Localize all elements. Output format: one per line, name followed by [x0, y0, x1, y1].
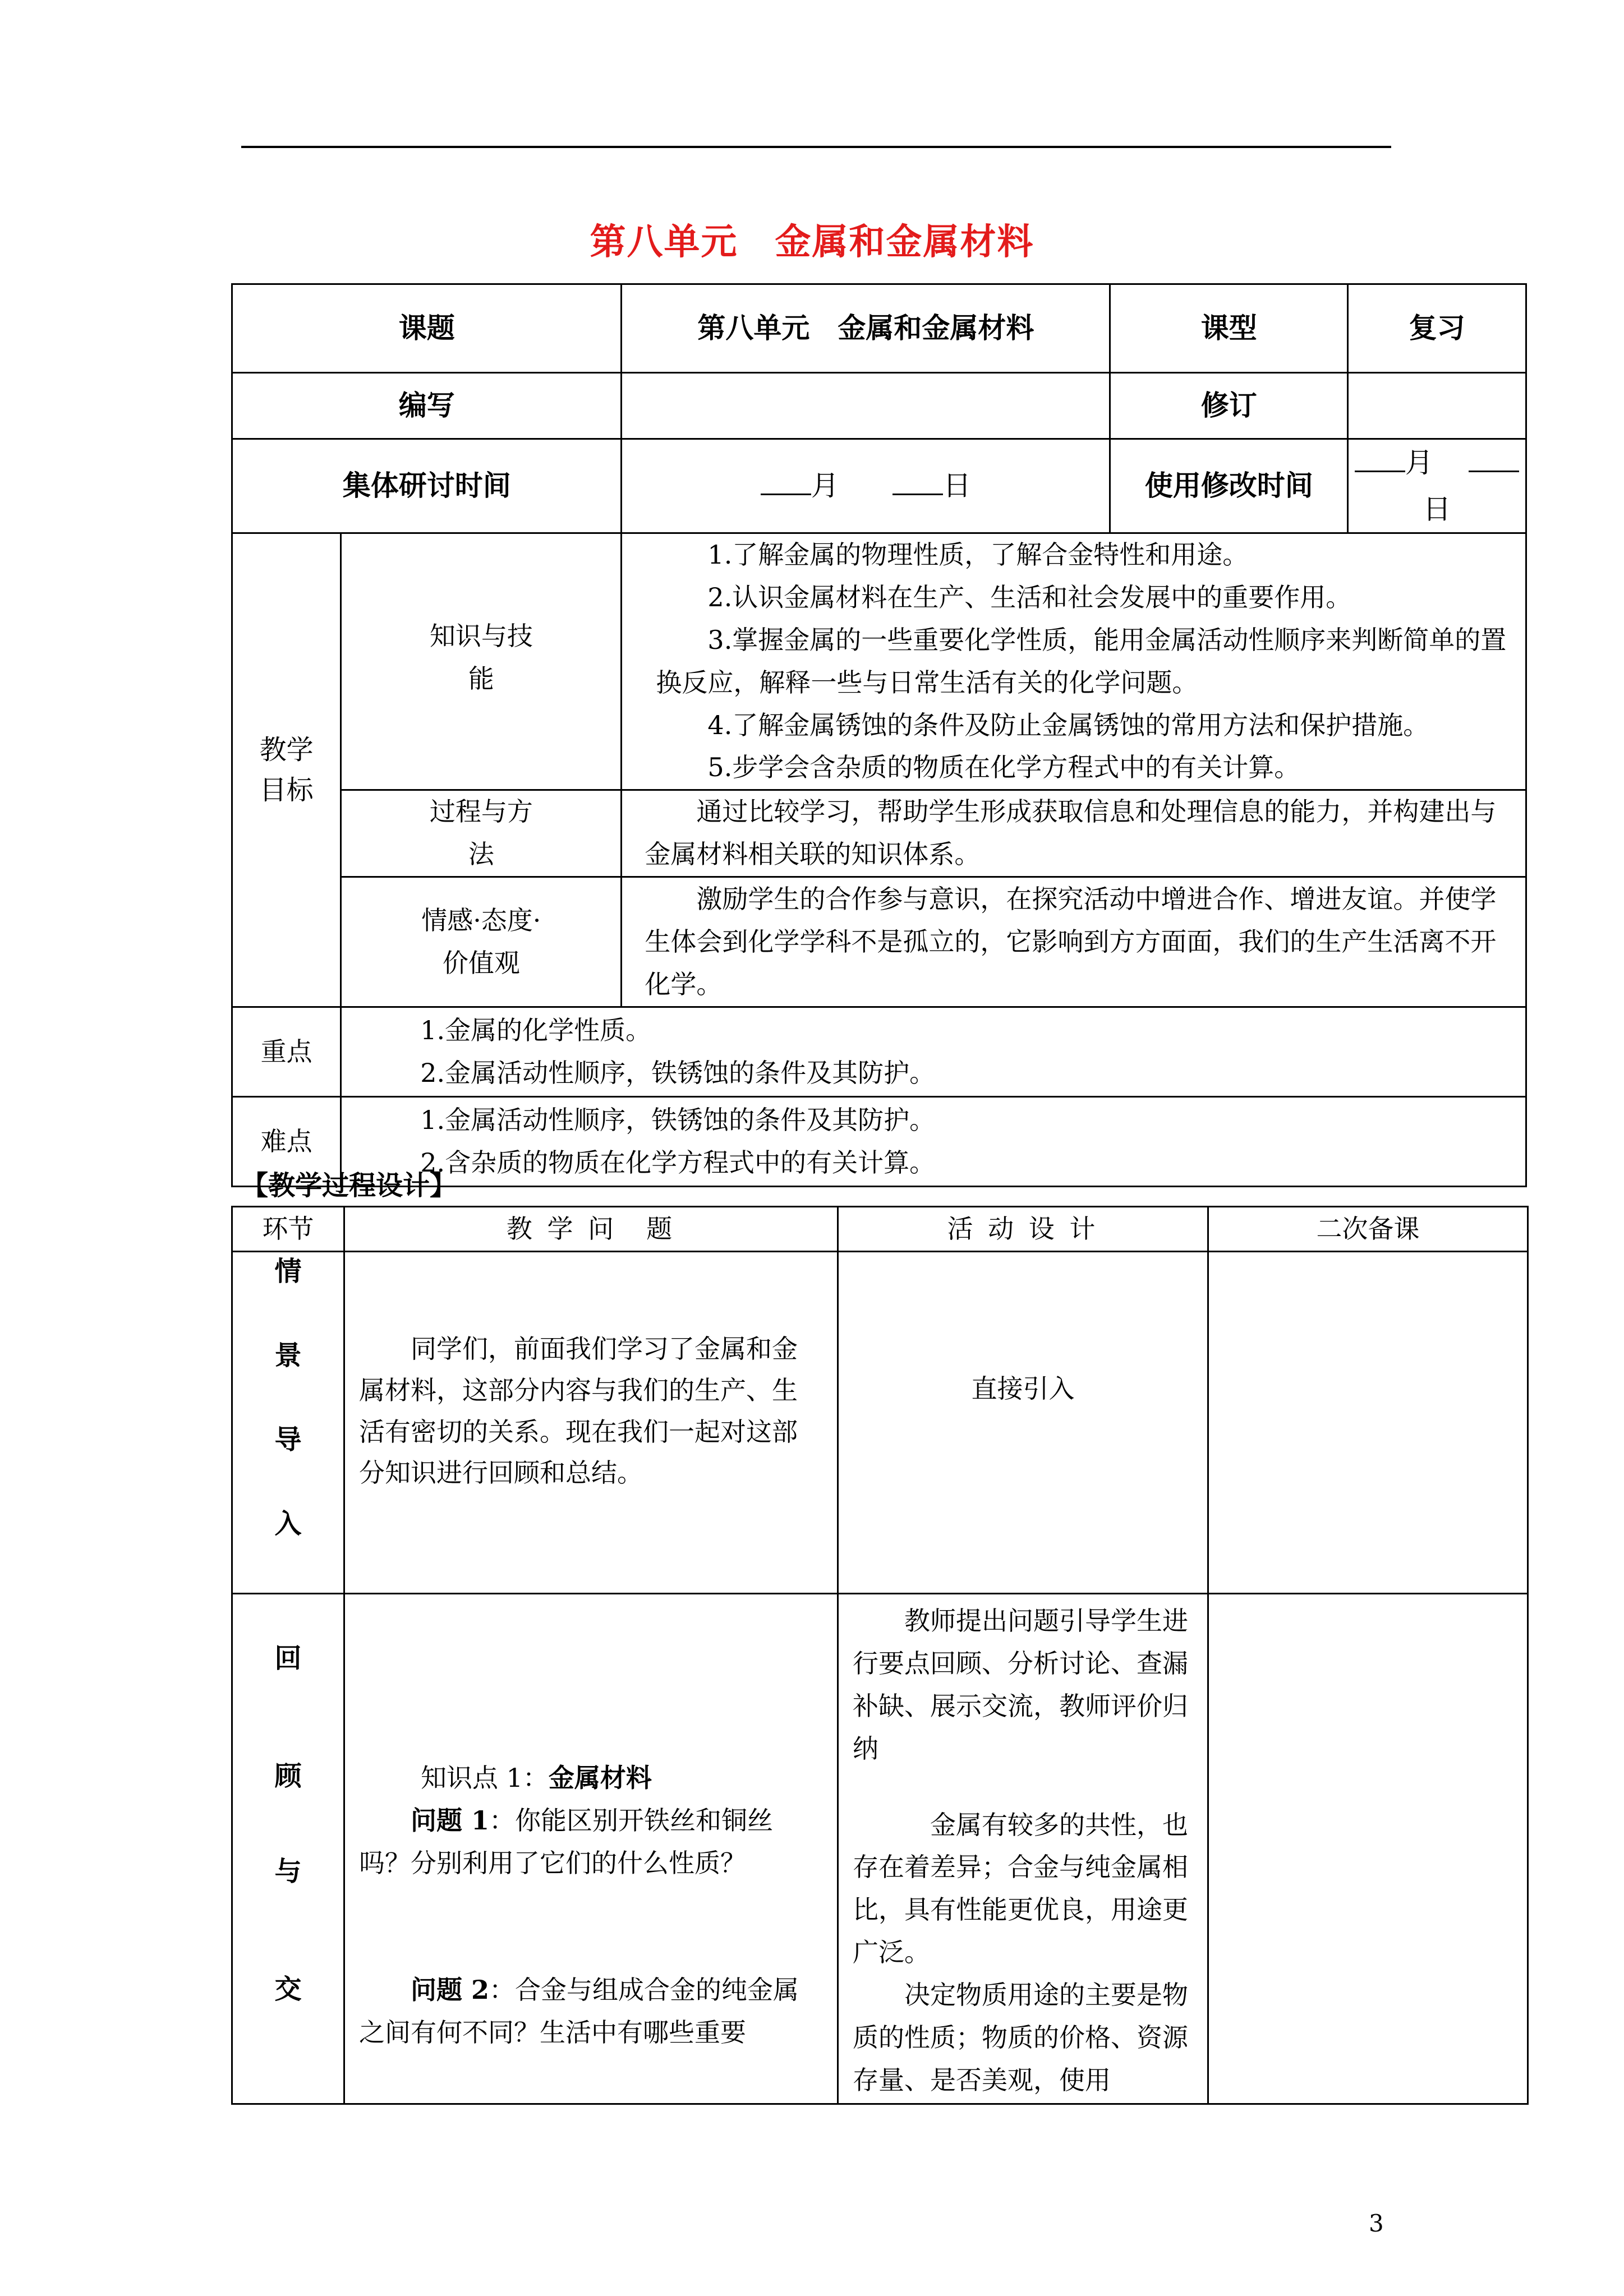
question-1	[359, 1800, 820, 1885]
blank	[1355, 448, 1405, 472]
stage-char: 景	[274, 1340, 302, 1371]
q1-text: ：你能区别开铁丝和铜丝吗？分别利用了它们的什么性质？	[359, 1805, 774, 1878]
knowledge-label-text: 知识与技能	[429, 621, 533, 694]
process-design-table	[231, 1206, 1529, 2105]
q1-label: 问题 1	[411, 1805, 490, 1836]
xiuding-label: 修订	[1110, 373, 1348, 439]
goals-label-text: 教学目标	[259, 734, 314, 806]
page-number: 3	[1369, 2210, 1384, 2237]
stage-review	[232, 1594, 344, 2104]
shiyong-date	[1348, 439, 1526, 533]
difficult-points	[341, 1097, 1526, 1187]
stage-intro	[232, 1252, 344, 1594]
activity-paragraph: 决定物质用途的主要是物质的性质；物质的价格、资源存量、是否美观，使用	[853, 1980, 1188, 2095]
stage-char: 情	[274, 1256, 302, 1287]
knowledge-item: 1.了解金属的物理性质，了解合金特性和用途。	[707, 540, 1249, 570]
knowledge-point-line	[359, 1757, 820, 1800]
stage-char: 导	[274, 1424, 302, 1455]
col-header-second-prep: 二次备课	[1208, 1207, 1528, 1252]
spacer	[359, 1885, 820, 1969]
review-question	[344, 1594, 838, 2104]
process-text	[622, 790, 1526, 877]
bianxie-label: 编写	[232, 373, 622, 439]
difficult-point: 1.金属活动性顺序，铁锈蚀的条件及其防护。	[420, 1104, 936, 1135]
key-point: 2.金属活动性顺序，铁锈蚀的条件及其防护。	[420, 1057, 936, 1088]
difficult-point: 2.含杂质的物质在化学方程式中的有关计算。	[420, 1147, 936, 1178]
stage-char: 顾	[274, 1760, 302, 1792]
emotion-label	[341, 877, 622, 1007]
question-2	[359, 1969, 820, 2054]
activity-paragraph: 金属有较多的共性，也存在着差异；合金与纯金属相比，具有性能更优良，用途更广泛。	[853, 1809, 1188, 1968]
stage-char: 回	[274, 1643, 302, 1674]
intro-question	[344, 1252, 838, 1594]
knowledge-item: 3.掌握金属的一些重要化学性质，能用金属活动性顺序来判断简单的置换反应，解释一些与日常生活有关的化学问题。	[656, 624, 1507, 698]
key-point: 1.金属的化学性质。	[420, 1015, 652, 1045]
month-text: 月	[811, 469, 839, 502]
difficult-points-label: 难点	[232, 1097, 341, 1187]
emotion-text	[622, 877, 1526, 1007]
intro-second-prep	[1208, 1252, 1528, 1594]
knowledge-label	[341, 533, 622, 790]
stage-char: 与	[274, 1856, 302, 1887]
col-header-activity: 活 动 设 计	[838, 1207, 1208, 1252]
day-text: 日	[943, 469, 972, 502]
intro-question-text: 同学们，前面我们学习了金属和金属材料，这部分内容与我们的生产、生活有密切的关系。现在我们一起对这部分知识进行回顾和总结。	[359, 1334, 798, 1488]
kexing-label: 课型	[1110, 284, 1348, 373]
key-points-label: 重点	[232, 1007, 341, 1097]
knowledge-item: 2.认识金属材料在生产、生活和社会发展中的重要作用。	[707, 582, 1352, 612]
blank	[1469, 448, 1519, 472]
day-text: 日	[1423, 492, 1451, 525]
emotion-label-text: 情感·态度·价值观	[421, 905, 541, 978]
process-label	[341, 790, 622, 877]
process-label-text: 过程与方法	[429, 796, 533, 870]
blank	[892, 471, 943, 495]
q2-text: ：合金与组成合金的纯金属之间有何不同？生活中有哪些重要	[359, 1974, 799, 2048]
kp-label: 知识点 1：	[421, 1763, 549, 1793]
activity-paragraph: 教师提出问题引导学生进行要点回顾、分析讨论、查漏补缺、展示交流，教师评价归纳	[853, 1606, 1188, 1764]
jiti-label: 集体研讨时间	[232, 439, 622, 533]
review-second-prep	[1208, 1594, 1528, 2104]
lesson-info-table	[231, 283, 1527, 1187]
stage-char: 入	[274, 1508, 302, 1539]
goals-label	[232, 533, 341, 1007]
month-text: 月	[1405, 446, 1433, 479]
knowledge-item: 5.步学会含杂质的物质在化学方程式中的有关计算。	[707, 752, 1300, 783]
blank	[761, 471, 811, 495]
col-header-stage: 环节	[232, 1207, 344, 1252]
knowledge-items	[622, 533, 1526, 790]
bianxie-value	[622, 373, 1110, 439]
header-rule	[241, 146, 1391, 148]
process-paragraph: 通过比较学习，帮助学生形成获取信息和处理信息的能力，并构建出与金属材料相关联的知识体系。	[645, 796, 1497, 870]
emotion-paragraph: 激励学生的合作参与意识，在探究活动中增进合作、增进友谊。并使学生体会到化学学科不是孤立的，它影响到方方面面，我们的生产生活离不开化学。	[645, 884, 1497, 999]
xiuding-value	[1348, 373, 1526, 439]
knowledge-item: 4.了解金属锈蚀的条件及防止金属锈蚀的常用方法和保护措施。	[707, 709, 1429, 740]
key-points	[341, 1007, 1526, 1097]
process-design-title: 【教学过程设计】	[241, 1170, 457, 1201]
review-activity	[838, 1594, 1208, 2104]
keti-value: 第八单元 金属和金属材料	[622, 284, 1110, 373]
kexing-value: 复习	[1348, 284, 1526, 373]
q2-label: 问题 2	[411, 1974, 490, 2005]
shiyong-label: 使用修改时间	[1110, 439, 1348, 533]
col-header-question: 教 学 问 题	[344, 1207, 838, 1252]
keti-label: 课题	[232, 284, 622, 373]
document-title: 第八单元 金属和金属材料	[590, 221, 1034, 263]
stage-char: 交	[274, 1974, 302, 2005]
kp-title: 金属材料	[548, 1763, 652, 1793]
intro-activity: 直接引入	[838, 1252, 1208, 1594]
jiti-date	[622, 439, 1110, 533]
